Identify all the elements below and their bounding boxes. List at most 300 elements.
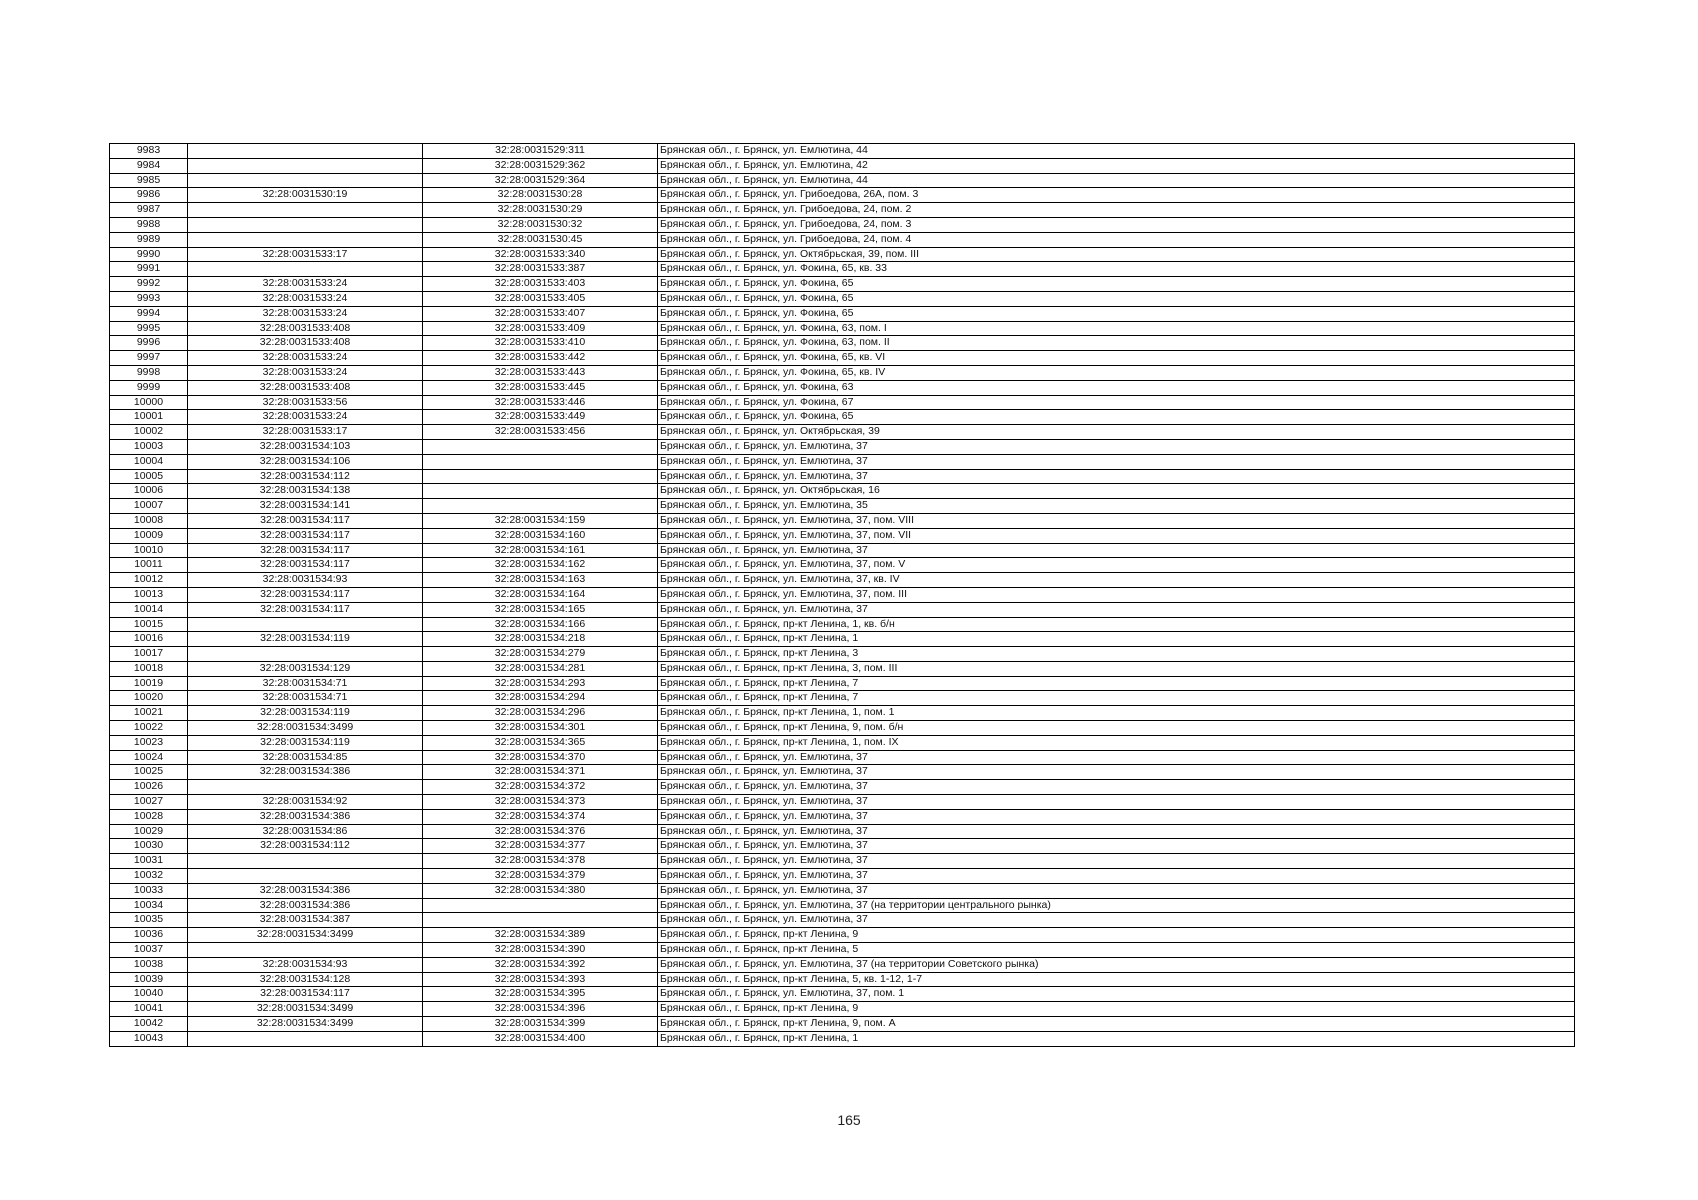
parent-cadastral-cell: 32:28:0031534:119: [188, 632, 423, 647]
address-cell: Брянская обл., г. Брянск, пр-кт Ленина, 1, пом. IX: [658, 735, 1575, 750]
address-cell: Брянская обл., г. Брянск, ул. Емлютина, 37 (на территории Советского рынка): [658, 957, 1575, 972]
row-number-cell: 10035: [110, 913, 188, 928]
table-row: [110, 647, 1575, 662]
parent-cadastral-cell: 32:28:0031534:3499: [188, 1002, 423, 1017]
parent-cadastral-cell: 32:28:0031534:93: [188, 573, 423, 588]
cadastral-number-cell: 32:28:0031534:395: [423, 987, 658, 1002]
cadastral-number-cell: 32:28:0031534:164: [423, 587, 658, 602]
cadastral-number-cell: 32:28:0031529:364: [423, 173, 658, 188]
table-row: [110, 780, 1575, 795]
table-row: [110, 232, 1575, 247]
address-cell: Брянская обл., г. Брянск, ул. Грибоедова, 24, пом. 4: [658, 232, 1575, 247]
address-cell: Брянская обл., г. Брянск, ул. Фокина, 65, кв. VI: [658, 351, 1575, 366]
parent-cadastral-cell: 32:28:0031534:386: [188, 883, 423, 898]
row-number-cell: 10003: [110, 439, 188, 454]
row-number-cell: 10021: [110, 706, 188, 721]
address-cell: Брянская обл., г. Брянск, ул. Емлютина, 37: [658, 469, 1575, 484]
parent-cadastral-cell: 32:28:0031534:3499: [188, 1017, 423, 1032]
table-row: [110, 617, 1575, 632]
parent-cadastral-cell: 32:28:0031533:408: [188, 336, 423, 351]
table-row: [110, 395, 1575, 410]
address-cell: Брянская обл., г. Брянск, ул. Емлютина, 44: [658, 173, 1575, 188]
row-number-cell: 9984: [110, 158, 188, 173]
table-row: [110, 735, 1575, 750]
address-cell: Брянская обл., г. Брянск, пр-кт Ленина, 9, пом. б/н: [658, 721, 1575, 736]
parent-cadastral-cell: 32:28:0031534:117: [188, 587, 423, 602]
table-row: [110, 957, 1575, 972]
row-number-cell: 10015: [110, 617, 188, 632]
table-row: [110, 824, 1575, 839]
address-cell: Брянская обл., г. Брянск, ул. Емлютина, 37: [658, 543, 1575, 558]
address-cell: Брянская обл., г. Брянск, ул. Емлютина, 37: [658, 854, 1575, 869]
cadastral-number-cell: [423, 454, 658, 469]
address-cell: Брянская обл., г. Брянск, ул. Емлютина, 44: [658, 144, 1575, 159]
cadastral-number-cell: 32:28:0031534:296: [423, 706, 658, 721]
table-row: [110, 247, 1575, 262]
table-row: [110, 1002, 1575, 1017]
cadastral-number-cell: 32:28:0031533:405: [423, 291, 658, 306]
parent-cadastral-cell: [188, 158, 423, 173]
parent-cadastral-cell: 32:28:0031533:24: [188, 365, 423, 380]
address-cell: Брянская обл., г. Брянск, ул. Емлютина, 42: [658, 158, 1575, 173]
cadastral-number-cell: 32:28:0031534:370: [423, 750, 658, 765]
parent-cadastral-cell: 32:28:0031534:129: [188, 661, 423, 676]
table-row: [110, 188, 1575, 203]
cadastral-number-cell: 32:28:0031534:378: [423, 854, 658, 869]
address-cell: Брянская обл., г. Брянск, ул. Емлютина, 35: [658, 499, 1575, 514]
table-row: [110, 706, 1575, 721]
cadastral-number-cell: 32:28:0031533:449: [423, 410, 658, 425]
parent-cadastral-cell: 32:28:0031534:117: [188, 543, 423, 558]
row-number-cell: 10000: [110, 395, 188, 410]
cadastral-number-cell: 32:28:0031533:445: [423, 380, 658, 395]
table-row: [110, 306, 1575, 321]
table-row: [110, 587, 1575, 602]
table-row: [110, 883, 1575, 898]
row-number-cell: 10013: [110, 587, 188, 602]
parent-cadastral-cell: 32:28:0031534:71: [188, 691, 423, 706]
cadastral-number-cell: [423, 898, 658, 913]
table-row: [110, 158, 1575, 173]
parent-cadastral-cell: 32:28:0031534:112: [188, 839, 423, 854]
cadastral-number-cell: 32:28:0031533:403: [423, 277, 658, 292]
parent-cadastral-cell: [188, 943, 423, 958]
address-cell: Брянская обл., г. Брянск, ул. Емлютина, 37: [658, 795, 1575, 810]
cadastral-number-cell: 32:28:0031529:311: [423, 144, 658, 159]
parent-cadastral-cell: 32:28:0031533:17: [188, 247, 423, 262]
row-number-cell: 10028: [110, 809, 188, 824]
table-row: [110, 854, 1575, 869]
row-number-cell: 9992: [110, 277, 188, 292]
address-cell: Брянская обл., г. Брянск, ул. Емлютина, 37: [658, 750, 1575, 765]
row-number-cell: 10009: [110, 528, 188, 543]
table-row: [110, 558, 1575, 573]
table-row: [110, 528, 1575, 543]
row-number-cell: 9997: [110, 351, 188, 366]
address-cell: Брянская обл., г. Брянск, ул. Грибоедова, 26А, пом. 3: [658, 188, 1575, 203]
parent-cadastral-cell: 32:28:0031534:117: [188, 528, 423, 543]
parent-cadastral-cell: 32:28:0031534:119: [188, 706, 423, 721]
table-row: [110, 1017, 1575, 1032]
row-number-cell: 9983: [110, 144, 188, 159]
row-number-cell: 9989: [110, 232, 188, 247]
table-row: [110, 809, 1575, 824]
table-row: [110, 351, 1575, 366]
cadastral-number-cell: 32:28:0031533:409: [423, 321, 658, 336]
cadastral-number-cell: 32:28:0031533:456: [423, 425, 658, 440]
address-cell: Брянская обл., г. Брянск, ул. Емлютина, 37: [658, 824, 1575, 839]
cadastral-number-cell: 32:28:0031534:371: [423, 765, 658, 780]
row-number-cell: 10041: [110, 1002, 188, 1017]
cadastral-number-cell: 32:28:0031534:376: [423, 824, 658, 839]
address-cell: Брянская обл., г. Брянск, ул. Фокина, 65: [658, 410, 1575, 425]
parent-cadastral-cell: 32:28:0031534:93: [188, 957, 423, 972]
cadastral-number-cell: 32:28:0031530:29: [423, 203, 658, 218]
row-number-cell: 10036: [110, 928, 188, 943]
cadastral-number-cell: 32:28:0031533:442: [423, 351, 658, 366]
address-cell: Брянская обл., г. Брянск, ул. Емлютина, 37, пом. 1: [658, 987, 1575, 1002]
address-cell: Брянская обл., г. Брянск, пр-кт Ленина, 1: [658, 632, 1575, 647]
parent-cadastral-cell: [188, 217, 423, 232]
parent-cadastral-cell: 32:28:0031533:408: [188, 321, 423, 336]
address-cell: Брянская обл., г. Брянск, ул. Фокина, 63: [658, 380, 1575, 395]
parent-cadastral-cell: 32:28:0031533:24: [188, 277, 423, 292]
row-number-cell: 10008: [110, 513, 188, 528]
cadastral-number-cell: 32:28:0031534:218: [423, 632, 658, 647]
address-cell: Брянская обл., г. Брянск, ул. Емлютина, 37: [658, 765, 1575, 780]
parent-cadastral-cell: 32:28:0031534:386: [188, 898, 423, 913]
cadastral-number-cell: 32:28:0031533:407: [423, 306, 658, 321]
address-cell: Брянская обл., г. Брянск, ул. Емлютина, 37: [658, 883, 1575, 898]
cadastral-number-cell: 32:28:0031534:373: [423, 795, 658, 810]
row-number-cell: 10030: [110, 839, 188, 854]
table-row: [110, 676, 1575, 691]
cadastral-number-cell: [423, 484, 658, 499]
table-row: [110, 499, 1575, 514]
address-cell: Брянская обл., г. Брянск, ул. Фокина, 65: [658, 277, 1575, 292]
cadastral-number-cell: 32:28:0031533:446: [423, 395, 658, 410]
parent-cadastral-cell: 32:28:0031534:387: [188, 913, 423, 928]
row-number-cell: 10038: [110, 957, 188, 972]
parent-cadastral-cell: 32:28:0031533:17: [188, 425, 423, 440]
table-row: [110, 410, 1575, 425]
parent-cadastral-cell: 32:28:0031534:92: [188, 795, 423, 810]
parent-cadastral-cell: 32:28:0031534:86: [188, 824, 423, 839]
cadastral-number-cell: [423, 439, 658, 454]
cadastral-number-cell: 32:28:0031534:380: [423, 883, 658, 898]
table-row: [110, 913, 1575, 928]
address-cell: Брянская обл., г. Брянск, пр-кт Ленина, 9: [658, 928, 1575, 943]
address-cell: Брянская обл., г. Брянск, ул. Емлютина, 37, пом. III: [658, 587, 1575, 602]
address-cell: Брянская обл., г. Брянск, пр-кт Ленина, 1, пом. 1: [658, 706, 1575, 721]
parent-cadastral-cell: 32:28:0031534:117: [188, 513, 423, 528]
address-cell: Брянская обл., г. Брянск, ул. Емлютина, 37: [658, 809, 1575, 824]
cadastral-number-cell: 32:28:0031530:45: [423, 232, 658, 247]
address-cell: Брянская обл., г. Брянск, ул. Емлютина, 37, кв. IV: [658, 573, 1575, 588]
row-number-cell: 9991: [110, 262, 188, 277]
cadastral-number-cell: 32:28:0031534:392: [423, 957, 658, 972]
parent-cadastral-cell: 32:28:0031534:386: [188, 809, 423, 824]
row-number-cell: 10016: [110, 632, 188, 647]
parent-cadastral-cell: [188, 854, 423, 869]
cadastral-number-cell: 32:28:0031534:161: [423, 543, 658, 558]
parent-cadastral-cell: 32:28:0031533:408: [188, 380, 423, 395]
row-number-cell: 10034: [110, 898, 188, 913]
parent-cadastral-cell: 32:28:0031534:85: [188, 750, 423, 765]
table-row: [110, 943, 1575, 958]
table-row: [110, 795, 1575, 810]
cadastral-number-cell: 32:28:0031534:393: [423, 972, 658, 987]
row-number-cell: 9996: [110, 336, 188, 351]
row-number-cell: 10027: [110, 795, 188, 810]
address-cell: Брянская обл., г. Брянск, пр-кт Ленина, 7: [658, 691, 1575, 706]
row-number-cell: 10019: [110, 676, 188, 691]
parent-cadastral-cell: 32:28:0031533:24: [188, 351, 423, 366]
row-number-cell: 9993: [110, 291, 188, 306]
cadastral-number-cell: 32:28:0031534:399: [423, 1017, 658, 1032]
cadastral-number-cell: 32:28:0031529:362: [423, 158, 658, 173]
row-number-cell: 10017: [110, 647, 188, 662]
cadastral-number-cell: 32:28:0031534:281: [423, 661, 658, 676]
parent-cadastral-cell: 32:28:0031534:128: [188, 972, 423, 987]
cadastral-number-cell: 32:28:0031534:160: [423, 528, 658, 543]
parent-cadastral-cell: [188, 144, 423, 159]
table-row: [110, 661, 1575, 676]
table-row: [110, 321, 1575, 336]
row-number-cell: 10001: [110, 410, 188, 425]
row-number-cell: 9994: [110, 306, 188, 321]
row-number-cell: 10026: [110, 780, 188, 795]
cadastral-number-cell: 32:28:0031534:294: [423, 691, 658, 706]
address-cell: Брянская обл., г. Брянск, ул. Грибоедова, 24, пом. 2: [658, 203, 1575, 218]
cadastral-number-cell: 32:28:0031534:379: [423, 869, 658, 884]
table-row: [110, 869, 1575, 884]
cadastral-number-cell: [423, 469, 658, 484]
row-number-cell: 9999: [110, 380, 188, 395]
table-row: [110, 750, 1575, 765]
cadastral-number-cell: 32:28:0031534:165: [423, 602, 658, 617]
cadastral-number-cell: 32:28:0031534:293: [423, 676, 658, 691]
parent-cadastral-cell: [188, 203, 423, 218]
parent-cadastral-cell: [188, 869, 423, 884]
row-number-cell: 9988: [110, 217, 188, 232]
row-number-cell: 9995: [110, 321, 188, 336]
address-cell: Брянская обл., г. Брянск, ул. Фокина, 65, кв. 33: [658, 262, 1575, 277]
row-number-cell: 10007: [110, 499, 188, 514]
row-number-cell: 10023: [110, 735, 188, 750]
address-cell: Брянская обл., г. Брянск, ул. Фокина, 65: [658, 306, 1575, 321]
row-number-cell: 10024: [110, 750, 188, 765]
registry-table: [109, 143, 1575, 1047]
table-row: [110, 928, 1575, 943]
parent-cadastral-cell: [188, 232, 423, 247]
parent-cadastral-cell: 32:28:0031534:141: [188, 499, 423, 514]
address-cell: Брянская обл., г. Брянск, пр-кт Ленина, 3: [658, 647, 1575, 662]
address-cell: Брянская обл., г. Брянск, ул. Емлютина, 37 (на территории центрального рынка): [658, 898, 1575, 913]
row-number-cell: 10037: [110, 943, 188, 958]
table-row: [110, 839, 1575, 854]
address-cell: Брянская обл., г. Брянск, ул. Емлютина, 37: [658, 913, 1575, 928]
row-number-cell: 9998: [110, 365, 188, 380]
address-cell: Брянская обл., г. Брянск, ул. Емлютина, 37: [658, 602, 1575, 617]
table-row: [110, 573, 1575, 588]
table-row: [110, 277, 1575, 292]
parent-cadastral-cell: 32:28:0031534:119: [188, 735, 423, 750]
row-number-cell: 10014: [110, 602, 188, 617]
table-row: [110, 721, 1575, 736]
table-row: [110, 173, 1575, 188]
parent-cadastral-cell: 32:28:0031534:106: [188, 454, 423, 469]
address-cell: Брянская обл., г. Брянск, ул. Фокина, 65, кв. IV: [658, 365, 1575, 380]
table-row: [110, 203, 1575, 218]
address-cell: Брянская обл., г. Брянск, ул. Октябрьская, 16: [658, 484, 1575, 499]
address-cell: Брянская обл., г. Брянск, пр-кт Ленина, 7: [658, 676, 1575, 691]
cadastral-number-cell: 32:28:0031534:166: [423, 617, 658, 632]
cadastral-number-cell: 32:28:0031534:279: [423, 647, 658, 662]
address-cell: Брянская обл., г. Брянск, ул. Емлютина, 37, пом. V: [658, 558, 1575, 573]
table-row: [110, 765, 1575, 780]
cadastral-number-cell: 32:28:0031530:32: [423, 217, 658, 232]
cadastral-number-cell: 32:28:0031533:387: [423, 262, 658, 277]
row-number-cell: 10010: [110, 543, 188, 558]
address-cell: Брянская обл., г. Брянск, пр-кт Ленина, 9, пом. А: [658, 1017, 1575, 1032]
row-number-cell: 10031: [110, 854, 188, 869]
address-cell: Брянская обл., г. Брянск, ул. Октябрьская, 39: [658, 425, 1575, 440]
row-number-cell: 9986: [110, 188, 188, 203]
page-number: 165: [837, 1112, 861, 1128]
address-cell: Брянская обл., г. Брянск, пр-кт Ленина, 5: [658, 943, 1575, 958]
parent-cadastral-cell: 32:28:0031534:117: [188, 558, 423, 573]
cadastral-number-cell: 32:28:0031530:28: [423, 188, 658, 203]
table-row: [110, 365, 1575, 380]
cadastral-number-cell: 32:28:0031534:162: [423, 558, 658, 573]
cadastral-number-cell: 32:28:0031534:374: [423, 809, 658, 824]
parent-cadastral-cell: 32:28:0031534:3499: [188, 928, 423, 943]
parent-cadastral-cell: [188, 262, 423, 277]
row-number-cell: 10020: [110, 691, 188, 706]
address-cell: Брянская обл., г. Брянск, пр-кт Ленина, 9: [658, 1002, 1575, 1017]
parent-cadastral-cell: 32:28:0031534:117: [188, 602, 423, 617]
row-number-cell: 10022: [110, 721, 188, 736]
parent-cadastral-cell: 32:28:0031534:117: [188, 987, 423, 1002]
parent-cadastral-cell: 32:28:0031533:24: [188, 306, 423, 321]
table-row: [110, 513, 1575, 528]
row-number-cell: 10012: [110, 573, 188, 588]
parent-cadastral-cell: 32:28:0031533:24: [188, 291, 423, 306]
table-row: [110, 543, 1575, 558]
table-row: [110, 262, 1575, 277]
row-number-cell: 10018: [110, 661, 188, 676]
address-cell: Брянская обл., г. Брянск, ул. Фокина, 63, пом. II: [658, 336, 1575, 351]
table-row: [110, 469, 1575, 484]
table-row: [110, 1031, 1575, 1046]
address-cell: Брянская обл., г. Брянск, ул. Фокина, 65: [658, 291, 1575, 306]
parent-cadastral-cell: 32:28:0031533:56: [188, 395, 423, 410]
address-cell: Брянская обл., г. Брянск, ул. Емлютина, 37, пом. VII: [658, 528, 1575, 543]
cadastral-number-cell: 32:28:0031534:400: [423, 1031, 658, 1046]
table-row: [110, 380, 1575, 395]
cadastral-number-cell: 32:28:0031534:372: [423, 780, 658, 795]
row-number-cell: 10033: [110, 883, 188, 898]
table-row: [110, 691, 1575, 706]
address-cell: Брянская обл., г. Брянск, ул. Емлютина, 37, пом. VIII: [658, 513, 1575, 528]
row-number-cell: 10039: [110, 972, 188, 987]
parent-cadastral-cell: 32:28:0031534:71: [188, 676, 423, 691]
address-cell: Брянская обл., г. Брянск, ул. Октябрьская, 39, пом. III: [658, 247, 1575, 262]
table-row: [110, 336, 1575, 351]
parent-cadastral-cell: [188, 173, 423, 188]
row-number-cell: 10032: [110, 869, 188, 884]
parent-cadastral-cell: 32:28:0031530:19: [188, 188, 423, 203]
parent-cadastral-cell: [188, 617, 423, 632]
parent-cadastral-cell: 32:28:0031534:3499: [188, 721, 423, 736]
row-number-cell: 10040: [110, 987, 188, 1002]
registry-table-body: [110, 144, 1575, 1047]
table-row: [110, 972, 1575, 987]
cadastral-number-cell: 32:28:0031534:159: [423, 513, 658, 528]
cadastral-number-cell: [423, 499, 658, 514]
address-cell: Брянская обл., г. Брянск, пр-кт Ленина, 3, пом. III: [658, 661, 1575, 676]
address-cell: Брянская обл., г. Брянск, ул. Емлютина, 37: [658, 839, 1575, 854]
cadastral-number-cell: 32:28:0031534:377: [423, 839, 658, 854]
parent-cadastral-cell: 32:28:0031534:138: [188, 484, 423, 499]
table-row: [110, 144, 1575, 159]
parent-cadastral-cell: 32:28:0031534:103: [188, 439, 423, 454]
address-cell: Брянская обл., г. Брянск, ул. Фокина, 67: [658, 395, 1575, 410]
cadastral-number-cell: 32:28:0031534:390: [423, 943, 658, 958]
table-row: [110, 602, 1575, 617]
cadastral-number-cell: 32:28:0031534:163: [423, 573, 658, 588]
row-number-cell: 9990: [110, 247, 188, 262]
parent-cadastral-cell: [188, 780, 423, 795]
cadastral-number-cell: [423, 913, 658, 928]
address-cell: Брянская обл., г. Брянск, ул. Емлютина, 37: [658, 454, 1575, 469]
table-row: [110, 987, 1575, 1002]
parent-cadastral-cell: [188, 1031, 423, 1046]
parent-cadastral-cell: 32:28:0031534:112: [188, 469, 423, 484]
row-number-cell: 9987: [110, 203, 188, 218]
row-number-cell: 10043: [110, 1031, 188, 1046]
address-cell: Брянская обл., г. Брянск, ул. Грибоедова, 24, пом. 3: [658, 217, 1575, 232]
parent-cadastral-cell: 32:28:0031534:386: [188, 765, 423, 780]
cadastral-number-cell: 32:28:0031534:301: [423, 721, 658, 736]
table-row: [110, 217, 1575, 232]
address-cell: Брянская обл., г. Брянск, пр-кт Ленина, 1, кв. б/н: [658, 617, 1575, 632]
row-number-cell: 10005: [110, 469, 188, 484]
row-number-cell: 10004: [110, 454, 188, 469]
address-cell: Брянская обл., г. Брянск, ул. Емлютина, 37: [658, 869, 1575, 884]
cadastral-number-cell: 32:28:0031533:340: [423, 247, 658, 262]
parent-cadastral-cell: [188, 647, 423, 662]
row-number-cell: 10002: [110, 425, 188, 440]
address-cell: Брянская обл., г. Брянск, пр-кт Ленина, 5, кв. 1-12, 1-7: [658, 972, 1575, 987]
address-cell: Брянская обл., г. Брянск, ул. Емлютина, 37: [658, 439, 1575, 454]
row-number-cell: 10042: [110, 1017, 188, 1032]
cadastral-number-cell: 32:28:0031534:389: [423, 928, 658, 943]
row-number-cell: 10006: [110, 484, 188, 499]
cadastral-number-cell: 32:28:0031534:365: [423, 735, 658, 750]
table-row: [110, 898, 1575, 913]
cadastral-number-cell: 32:28:0031534:396: [423, 1002, 658, 1017]
cadastral-number-cell: 32:28:0031533:410: [423, 336, 658, 351]
table-row: [110, 291, 1575, 306]
parent-cadastral-cell: 32:28:0031533:24: [188, 410, 423, 425]
table-row: [110, 425, 1575, 440]
row-number-cell: 10029: [110, 824, 188, 839]
address-cell: Брянская обл., г. Брянск, ул. Фокина, 63, пом. I: [658, 321, 1575, 336]
row-number-cell: 9985: [110, 173, 188, 188]
table-row: [110, 439, 1575, 454]
